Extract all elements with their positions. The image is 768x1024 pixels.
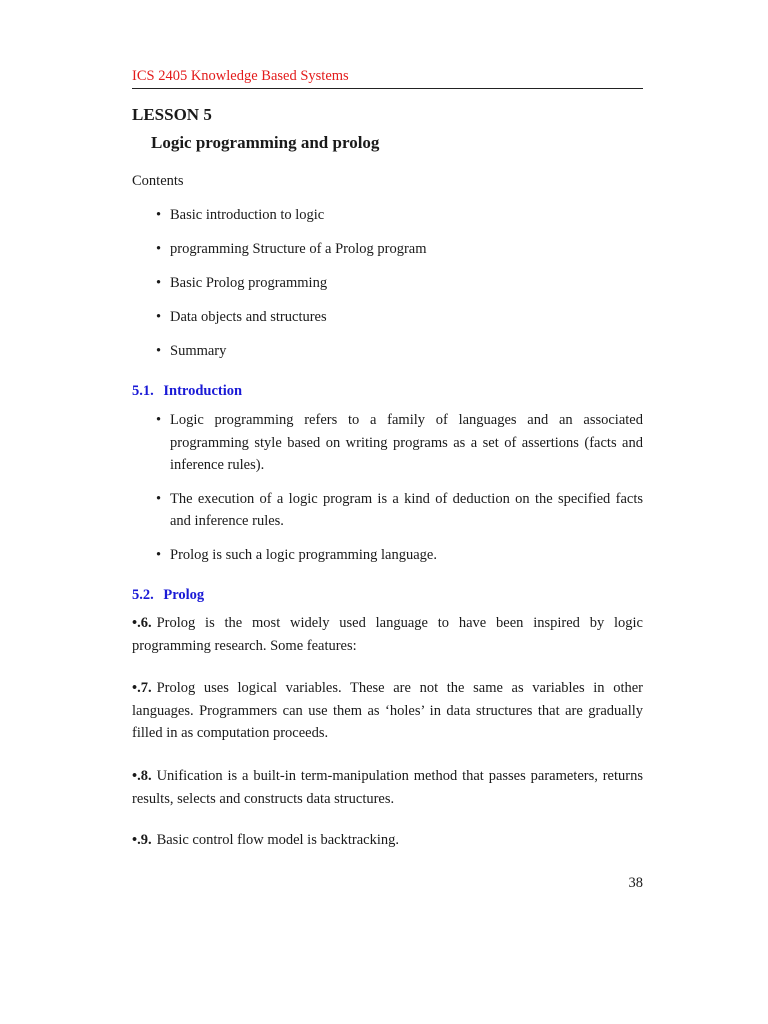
list-item [132,488,643,533]
section-title: Introduction [163,383,243,399]
page-number: 38 [628,875,643,891]
numbered-paragraph [132,765,643,810]
contents-list [132,205,427,375]
contents-item-text: Basic introduction to logic [170,207,325,223]
contents-item [132,273,427,307]
section-heading-prolog [132,587,204,604]
paragraph-marker: •.8. [132,768,152,784]
list-item [132,544,643,567]
paragraph-text: Prolog uses logical variables. These are not the same as variables in other languages. Programmers can use them as ‘holes’ in data structures that are gradually filled in as computation proceeds. [132,680,643,741]
paragraph-marker: •.7. [132,680,152,696]
lesson-number: LESSON 5 [132,105,212,124]
contents-item-text: Basic Prolog programming [170,275,328,291]
contents-item-text: Summary [170,343,227,359]
contents-item-text: Data objects and structures [170,309,327,325]
bullet-icon: • [156,207,162,223]
contents-item-text: programming Structure of a Prolog program [170,241,427,257]
bullet-icon: • [156,275,162,291]
section-number: 5.1. [132,383,154,399]
contents-label: Contents [132,173,184,189]
paragraph-text: Unification is a built-in term-manipulation method that passes parameters, returns results, selects and constructs data structures. [132,768,643,807]
paragraph-marker: •.6. [132,615,152,631]
document-page [132,0,643,1024]
paragraph-text: Basic control flow model is backtracking. [156,832,399,848]
bullet-icon: • [156,343,162,359]
numbered-paragraph [132,677,643,745]
bullet-icon: • [156,412,162,428]
section-title: Prolog [163,587,205,603]
section-heading-introduction [132,383,242,400]
bullet-icon: • [156,241,162,257]
list-item [132,409,643,477]
bullet-icon: • [156,546,162,563]
lesson-title: Logic programming and prolog [151,133,380,152]
list-item-text: The execution of a logic program is a kind of deduction on the specified facts and inference rules. [170,490,643,529]
section-number: 5.2. [132,587,154,603]
contents-item [132,341,427,375]
paragraph-marker: •.9. [132,832,152,848]
numbered-paragraph [132,829,643,852]
contents-item [132,307,427,341]
contents-item [132,205,427,239]
list-item-text: Prolog is such a logic programming language. [170,546,437,563]
bullet-icon: • [156,309,162,325]
contents-item [132,239,427,273]
numbered-paragraph [132,612,643,657]
list-item-text: Logic programming refers to a family of languages and an associated programming style based on writing programs as a set of assertions (facts and inference rules). [170,412,643,473]
paragraph-text: Prolog is the most widely used language to have been inspired by logic programming research. Some features: [132,615,643,654]
bullet-icon: • [156,490,162,507]
introduction-bullets [132,409,643,577]
running-header: ICS 2405 Knowledge Based Systems [132,68,643,89]
